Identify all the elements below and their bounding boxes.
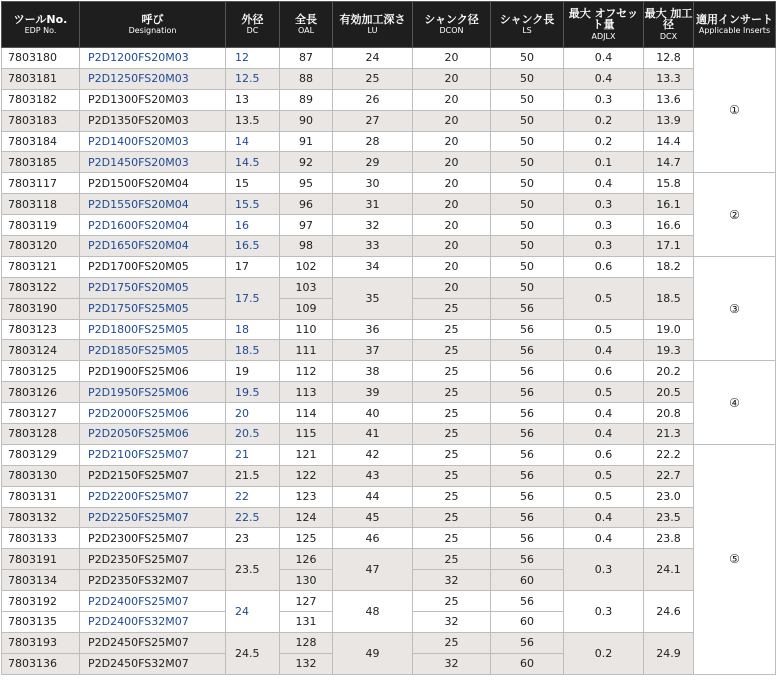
lu-cell: 49 [333, 632, 413, 674]
oal-cell: 96 [280, 194, 333, 215]
dcx-cell: 13.9 [644, 110, 694, 131]
dcon-cell: 20 [413, 48, 491, 69]
table-row [2, 465, 776, 486]
insert-cell: ① [694, 48, 776, 173]
ls-cell: 50 [491, 152, 564, 173]
dcx-cell: 18.5 [644, 277, 694, 319]
dcon-cell: 20 [413, 110, 491, 131]
adjlx-cell: 0.1 [564, 152, 644, 173]
oal-cell: 131 [280, 612, 333, 633]
table-row [2, 528, 776, 549]
table-body [2, 48, 776, 675]
table-row [2, 486, 776, 507]
dcx-cell: 22.2 [644, 444, 694, 465]
adjlx-cell: 0.3 [564, 194, 644, 215]
dcx-cell: 19.3 [644, 340, 694, 361]
table-row [2, 110, 776, 131]
edp-cell: 7803192 [2, 591, 80, 612]
header-row [2, 2, 776, 48]
oal-cell: 114 [280, 403, 333, 424]
oal-cell: 89 [280, 89, 333, 110]
edp-cell: 7803132 [2, 507, 80, 528]
insert-cell: ③ [694, 256, 776, 360]
table-row [2, 215, 776, 236]
ls-cell: 56 [491, 382, 564, 403]
dc-cell: 18 [226, 319, 280, 340]
header-dcx: 最大 加工径 DCX [644, 2, 694, 48]
insert-cell: ② [694, 173, 776, 257]
dcon-cell: 25 [413, 424, 491, 445]
designation-link[interactable]: P2D2100FS25M07 [80, 444, 226, 465]
oal-cell: 110 [280, 319, 333, 340]
dcon-cell: 20 [413, 236, 491, 257]
dc-cell: 17 [226, 256, 280, 277]
ls-cell: 56 [491, 403, 564, 424]
oal-cell: 123 [280, 486, 333, 507]
table-row [2, 382, 776, 403]
dc-cell: 23.5 [226, 549, 280, 591]
designation-link[interactable]: P2D2400FS32M07 [80, 612, 226, 633]
adjlx-cell: 0.5 [564, 277, 644, 319]
table-row [2, 319, 776, 340]
adjlx-cell: 0.6 [564, 361, 644, 382]
insert-cell: ④ [694, 361, 776, 445]
lu-cell: 47 [333, 549, 413, 591]
lu-cell: 34 [333, 256, 413, 277]
dcon-cell: 20 [413, 152, 491, 173]
ls-cell: 56 [491, 486, 564, 507]
ls-cell: 56 [491, 298, 564, 319]
dcon-cell: 25 [413, 382, 491, 403]
designation-link[interactable]: P2D1750FS20M05 [80, 277, 226, 298]
table-row [2, 403, 776, 424]
dcon-cell: 20 [413, 277, 491, 298]
dcon-cell: 25 [413, 632, 491, 653]
header-designation: 呼び Designation [80, 2, 226, 48]
designation-link[interactable]: P2D1650FS20M04 [80, 236, 226, 257]
table-row [2, 591, 776, 612]
lu-cell: 46 [333, 528, 413, 549]
dcx-cell: 14.4 [644, 131, 694, 152]
oal-cell: 115 [280, 424, 333, 445]
dcon-cell: 32 [413, 653, 491, 674]
adjlx-cell: 0.5 [564, 486, 644, 507]
designation-cell: P2D2350FS32M07 [80, 570, 226, 591]
oal-cell: 102 [280, 256, 333, 277]
table-row [2, 424, 776, 445]
ls-cell: 60 [491, 612, 564, 633]
dc-cell: 12.5 [226, 68, 280, 89]
oal-cell: 95 [280, 173, 333, 194]
table-row [2, 444, 776, 465]
edp-cell: 7803125 [2, 361, 80, 382]
oal-cell: 97 [280, 215, 333, 236]
lu-cell: 24 [333, 48, 413, 69]
dc-cell: 24 [226, 591, 280, 633]
lu-cell: 48 [333, 591, 413, 633]
dcon-cell: 25 [413, 465, 491, 486]
edp-cell: 7803119 [2, 215, 80, 236]
dcx-cell: 14.7 [644, 152, 694, 173]
header-oal: 全長 OAL [280, 2, 333, 48]
ls-cell: 50 [491, 215, 564, 236]
dc-cell: 19 [226, 361, 280, 382]
dcx-cell: 17.1 [644, 236, 694, 257]
ls-cell: 56 [491, 528, 564, 549]
dcon-cell: 25 [413, 507, 491, 528]
lu-cell: 44 [333, 486, 413, 507]
adjlx-cell: 0.4 [564, 340, 644, 361]
header-lu: 有効加工深さ LU [333, 2, 413, 48]
ls-cell: 56 [491, 319, 564, 340]
designation-link[interactable]: P2D1450FS20M03 [80, 152, 226, 173]
dcx-cell: 13.6 [644, 89, 694, 110]
designation-cell: P2D2450FS32M07 [80, 653, 226, 674]
adjlx-cell: 0.5 [564, 319, 644, 340]
edp-cell: 7803130 [2, 465, 80, 486]
dcx-cell: 23.8 [644, 528, 694, 549]
lu-cell: 31 [333, 194, 413, 215]
oal-cell: 124 [280, 507, 333, 528]
ls-cell: 50 [491, 68, 564, 89]
edp-cell: 7803191 [2, 549, 80, 570]
ls-cell: 56 [491, 632, 564, 653]
header-ls: シャンク長 LS [491, 2, 564, 48]
lu-cell: 35 [333, 277, 413, 319]
designation-link[interactable]: P2D1250FS20M03 [80, 68, 226, 89]
adjlx-cell: 0.5 [564, 382, 644, 403]
ls-cell: 56 [491, 361, 564, 382]
dc-cell: 21 [226, 444, 280, 465]
dcx-cell: 13.3 [644, 68, 694, 89]
dc-cell: 23 [226, 528, 280, 549]
adjlx-cell: 0.4 [564, 528, 644, 549]
adjlx-cell: 0.4 [564, 403, 644, 424]
adjlx-cell: 0.4 [564, 424, 644, 445]
ls-cell: 56 [491, 465, 564, 486]
ls-cell: 50 [491, 131, 564, 152]
dcx-cell: 24.9 [644, 632, 694, 674]
ls-cell: 60 [491, 570, 564, 591]
lu-cell: 37 [333, 340, 413, 361]
ls-cell: 50 [491, 173, 564, 194]
ls-cell: 56 [491, 340, 564, 361]
ls-cell: 50 [491, 277, 564, 298]
dcon-cell: 20 [413, 131, 491, 152]
table-row [2, 361, 776, 382]
header-dc: 外径 DC [226, 2, 280, 48]
adjlx-cell: 0.6 [564, 256, 644, 277]
ls-cell: 50 [491, 89, 564, 110]
designation-link[interactable]: P2D2400FS25M07 [80, 591, 226, 612]
designation-cell: P2D2300FS25M07 [80, 528, 226, 549]
dc-cell: 15 [226, 173, 280, 194]
edp-cell: 7803123 [2, 319, 80, 340]
ls-cell: 56 [491, 444, 564, 465]
adjlx-cell: 0.3 [564, 89, 644, 110]
ls-cell: 50 [491, 256, 564, 277]
dcx-cell: 22.7 [644, 465, 694, 486]
designation-link[interactable]: P2D2050FS25M06 [80, 424, 226, 445]
adjlx-cell: 0.3 [564, 236, 644, 257]
designation-cell: P2D1500FS20M04 [80, 173, 226, 194]
oal-cell: 90 [280, 110, 333, 131]
dc-cell: 16.5 [226, 236, 280, 257]
oal-cell: 98 [280, 236, 333, 257]
dcon-cell: 32 [413, 612, 491, 633]
dcx-cell: 24.6 [644, 591, 694, 633]
dcon-cell: 25 [413, 486, 491, 507]
dc-cell: 17.5 [226, 277, 280, 319]
table-row [2, 152, 776, 173]
dcon-cell: 25 [413, 549, 491, 570]
dcx-cell: 24.1 [644, 549, 694, 591]
designation-cell: P2D1900FS25M06 [80, 361, 226, 382]
dc-cell: 18.5 [226, 340, 280, 361]
lu-cell: 28 [333, 131, 413, 152]
dcon-cell: 20 [413, 194, 491, 215]
adjlx-cell: 0.2 [564, 110, 644, 131]
dcx-cell: 21.3 [644, 424, 694, 445]
adjlx-cell: 0.6 [564, 444, 644, 465]
edp-cell: 7803126 [2, 382, 80, 403]
edp-cell: 7803122 [2, 277, 80, 298]
designation-link[interactable]: P2D2200FS25M07 [80, 486, 226, 507]
oal-cell: 121 [280, 444, 333, 465]
edp-cell: 7803185 [2, 152, 80, 173]
ls-cell: 56 [491, 424, 564, 445]
adjlx-cell: 0.4 [564, 48, 644, 69]
oal-cell: 91 [280, 131, 333, 152]
table-row [2, 173, 776, 194]
table-row [2, 194, 776, 215]
lu-cell: 43 [333, 465, 413, 486]
lu-cell: 38 [333, 361, 413, 382]
tool-spec-table [1, 1, 776, 675]
dcon-cell: 25 [413, 591, 491, 612]
edp-cell: 7803129 [2, 444, 80, 465]
edp-cell: 7803193 [2, 632, 80, 653]
table-row [2, 549, 776, 570]
designation-cell: P2D1700FS20M05 [80, 256, 226, 277]
edp-cell: 7803131 [2, 486, 80, 507]
lu-cell: 33 [333, 236, 413, 257]
dc-cell: 13 [226, 89, 280, 110]
header-edp: ツールNo. EDP No. [2, 2, 80, 48]
designation-cell: P2D2450FS25M07 [80, 632, 226, 653]
designation-link[interactable]: P2D1200FS20M03 [80, 48, 226, 69]
oal-cell: 113 [280, 382, 333, 403]
dc-cell: 21.5 [226, 465, 280, 486]
dcon-cell: 20 [413, 89, 491, 110]
header-inserts: 適用インサート Applicable Inserts [694, 2, 776, 48]
dc-cell: 19.5 [226, 382, 280, 403]
oal-cell: 132 [280, 653, 333, 674]
oal-cell: 111 [280, 340, 333, 361]
lu-cell: 42 [333, 444, 413, 465]
lu-cell: 39 [333, 382, 413, 403]
header-dcon: シャンク径 DCON [413, 2, 491, 48]
dc-cell: 12 [226, 48, 280, 69]
oal-cell: 87 [280, 48, 333, 69]
edp-cell: 7803190 [2, 298, 80, 319]
adjlx-cell: 0.3 [564, 591, 644, 633]
lu-cell: 40 [333, 403, 413, 424]
table-row [2, 507, 776, 528]
dcx-cell: 12.8 [644, 48, 694, 69]
designation-link[interactable]: P2D1800FS25M05 [80, 319, 226, 340]
header-adjlx: 最大 オフセット量 ADJLX [564, 2, 644, 48]
table-row [2, 632, 776, 653]
edp-cell: 7803183 [2, 110, 80, 131]
designation-cell: P2D2350FS25M07 [80, 549, 226, 570]
designation-cell: P2D1350FS20M03 [80, 110, 226, 131]
edp-cell: 7803180 [2, 48, 80, 69]
oal-cell: 126 [280, 549, 333, 570]
dc-cell: 22.5 [226, 507, 280, 528]
designation-link[interactable]: P2D2000FS25M06 [80, 403, 226, 424]
edp-cell: 7803136 [2, 653, 80, 674]
ls-cell: 56 [491, 591, 564, 612]
dcx-cell: 23.5 [644, 507, 694, 528]
dcx-cell: 16.1 [644, 194, 694, 215]
designation-link[interactable]: P2D1550FS20M04 [80, 194, 226, 215]
dcon-cell: 25 [413, 361, 491, 382]
ls-cell: 60 [491, 653, 564, 674]
adjlx-cell: 0.3 [564, 215, 644, 236]
designation-cell: P2D2150FS25M07 [80, 465, 226, 486]
oal-cell: 125 [280, 528, 333, 549]
edp-cell: 7803128 [2, 424, 80, 445]
lu-cell: 27 [333, 110, 413, 131]
table-row [2, 68, 776, 89]
dcon-cell: 25 [413, 444, 491, 465]
oal-cell: 109 [280, 298, 333, 319]
dcx-cell: 16.6 [644, 215, 694, 236]
dcon-cell: 25 [413, 319, 491, 340]
ls-cell: 50 [491, 110, 564, 131]
dcx-cell: 18.2 [644, 256, 694, 277]
edp-cell: 7803120 [2, 236, 80, 257]
dcx-cell: 20.2 [644, 361, 694, 382]
oal-cell: 103 [280, 277, 333, 298]
edp-cell: 7803117 [2, 173, 80, 194]
dc-cell: 20 [226, 403, 280, 424]
edp-cell: 7803124 [2, 340, 80, 361]
edp-cell: 7803118 [2, 194, 80, 215]
insert-cell: ⑤ [694, 444, 776, 674]
adjlx-cell: 0.3 [564, 549, 644, 591]
lu-cell: 45 [333, 507, 413, 528]
edp-cell: 7803127 [2, 403, 80, 424]
adjlx-cell: 0.4 [564, 68, 644, 89]
lu-cell: 26 [333, 89, 413, 110]
ls-cell: 50 [491, 236, 564, 257]
table-row [2, 236, 776, 257]
oal-cell: 122 [280, 465, 333, 486]
designation-link[interactable]: P2D1400FS20M03 [80, 131, 226, 152]
designation-link[interactable]: P2D1600FS20M04 [80, 215, 226, 236]
oal-cell: 88 [280, 68, 333, 89]
lu-cell: 41 [333, 424, 413, 445]
edp-cell: 7803182 [2, 89, 80, 110]
dcon-cell: 20 [413, 173, 491, 194]
dc-cell: 20.5 [226, 424, 280, 445]
dc-cell: 14 [226, 131, 280, 152]
dcon-cell: 20 [413, 256, 491, 277]
table-row [2, 340, 776, 361]
edp-cell: 7803133 [2, 528, 80, 549]
lu-cell: 29 [333, 152, 413, 173]
dcon-cell: 20 [413, 68, 491, 89]
table-row [2, 48, 776, 69]
dcon-cell: 25 [413, 403, 491, 424]
edp-cell: 7803135 [2, 612, 80, 633]
designation-link[interactable]: P2D1850FS25M05 [80, 340, 226, 361]
table-row [2, 277, 776, 298]
oal-cell: 130 [280, 570, 333, 591]
edp-cell: 7803121 [2, 256, 80, 277]
dcon-cell: 25 [413, 298, 491, 319]
dcx-cell: 20.5 [644, 382, 694, 403]
table-row [2, 131, 776, 152]
dcx-cell: 23.0 [644, 486, 694, 507]
ls-cell: 50 [491, 194, 564, 215]
designation-link[interactable]: P2D2250FS25M07 [80, 507, 226, 528]
dcon-cell: 25 [413, 340, 491, 361]
oal-cell: 112 [280, 361, 333, 382]
designation-link[interactable]: P2D1750FS25M05 [80, 298, 226, 319]
adjlx-cell: 0.4 [564, 173, 644, 194]
dcx-cell: 20.8 [644, 403, 694, 424]
adjlx-cell: 0.2 [564, 632, 644, 674]
dc-cell: 14.5 [226, 152, 280, 173]
dcon-cell: 32 [413, 570, 491, 591]
ls-cell: 56 [491, 549, 564, 570]
designation-link[interactable]: P2D1950FS25M06 [80, 382, 226, 403]
edp-cell: 7803134 [2, 570, 80, 591]
ls-cell: 56 [491, 507, 564, 528]
dcx-cell: 15.8 [644, 173, 694, 194]
edp-cell: 7803181 [2, 68, 80, 89]
adjlx-cell: 0.5 [564, 465, 644, 486]
dc-cell: 16 [226, 215, 280, 236]
dc-cell: 15.5 [226, 194, 280, 215]
oal-cell: 127 [280, 591, 333, 612]
adjlx-cell: 0.2 [564, 131, 644, 152]
oal-cell: 92 [280, 152, 333, 173]
lu-cell: 36 [333, 319, 413, 340]
dcon-cell: 20 [413, 215, 491, 236]
dc-cell: 24.5 [226, 632, 280, 674]
dcx-cell: 19.0 [644, 319, 694, 340]
ls-cell: 50 [491, 48, 564, 69]
lu-cell: 30 [333, 173, 413, 194]
table-row [2, 89, 776, 110]
oal-cell: 128 [280, 632, 333, 653]
dc-cell: 22 [226, 486, 280, 507]
edp-cell: 7803184 [2, 131, 80, 152]
dcon-cell: 25 [413, 528, 491, 549]
lu-cell: 25 [333, 68, 413, 89]
lu-cell: 32 [333, 215, 413, 236]
table-row [2, 256, 776, 277]
adjlx-cell: 0.4 [564, 507, 644, 528]
designation-cell: P2D1300FS20M03 [80, 89, 226, 110]
dc-cell: 13.5 [226, 110, 280, 131]
